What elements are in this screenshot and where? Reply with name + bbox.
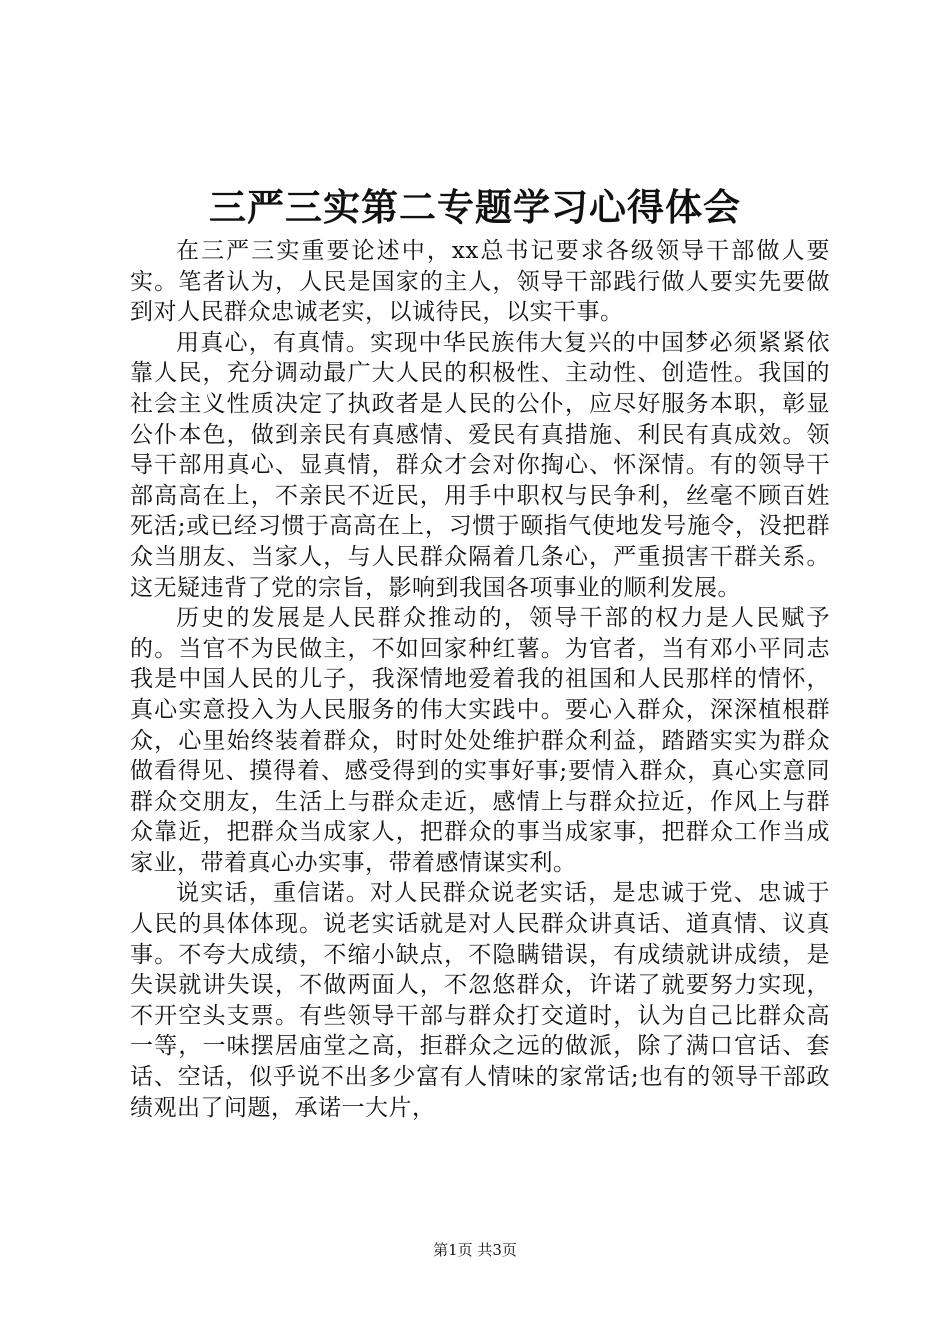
paragraph-1: 在三严三实重要论述中，xx总书记要求各级领导干部做人要实。笔者认为，人民是国家的主人，领导干部践行做人要实先要做到对人民群众忠诚老实，以诚待民，以实干事。: [130, 238, 830, 326]
paragraph-3: 历史的发展是人民群众推动的，领导干部的权力是人民赋予的。当官不为民做主，不如回家种红薯。为官者，当有邓小平同志我是中国人民的儿子，我深情地爱着我的祖国和人民那样的情怀，真心实意投入为人民服务的伟大实践中。要心入群众，深深植根群众，心里始终装着群众，时时处处维护群众利益，踏踏实实为群众做看得见、摸得着、感受得到的实事好事;要情入群众，真心实意同群众交朋友，生活上与群众走近，感情上与群众拉近，作风上与群众靠近，把群众当成家人，把群众的事当成家事，把群众工作当成家业，带着真心办实事，带着感情谋实利。: [130, 605, 830, 876]
page-number-footer: 第1页 共3页: [433, 1241, 517, 1259]
document-title: 三严三实第二专题学习心得体会: [209, 185, 741, 229]
paragraph-2: 用真心，有真情。实现中华民族伟大复兴的中国梦必须紧紧依靠人民，充分调动最广大人民的积极性、主动性、创造性。我国的社会主义性质决定了执政者是人民的公仆，应尽好服务本职，彰显公仆本色，做到亲民有真感情、爱民有真措施、利民有真成效。领导干部用真心、显真情，群众才会对你掏心、怀深情。有的领导干部高高在上，不亲民不近民，用手中职权与民争利，丝毫不顾百姓死活;或已经习惯于高高在上，习惯于颐指气使地发号施令，没把群众当朋友、当家人，与人民群众隔着几条心，严重损害干群关系。这无疑违背了党的宗旨，影响到我国各项事业的顺利发展。: [130, 329, 830, 601]
document-body: [130, 236, 830, 1123]
paragraph-4: 说实话，重信诺。对人民群众说老实话，是忠诚于党、忠诚于人民的具体体现。说老实话就是对人民群众讲真话、道真情、议真事。不夸大成绩，不缩小缺点，不隐瞒错误，有成绩就讲成绩，是失误就讲失误，不做两面人，不忽悠群众，许诺了就要努力实现，不开空头支票。有些领导干部与群众打交道时，认为自己比群众高一等，一味摆居庙堂之高，拒群众之远的做派，除了满口官话、套话、空话，似乎说不出多少富有人情味的家常话;也有的领导干部政绩观出了问题，承诺一大片，: [130, 880, 830, 1121]
